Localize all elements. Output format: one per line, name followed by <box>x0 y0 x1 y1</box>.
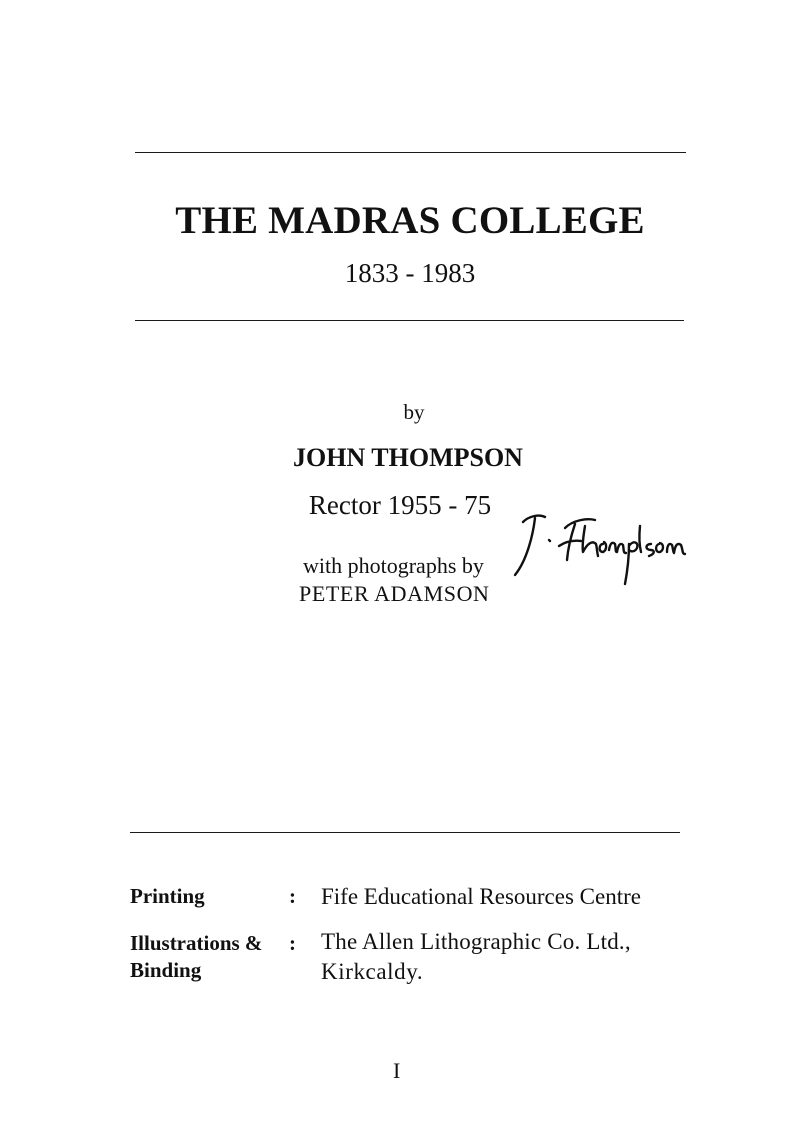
author-name: JOHN THOMPSON <box>293 443 523 472</box>
middle-divider <box>135 320 684 321</box>
credit-value-illustrations: The Allen Lithographic Co. Ltd., <box>321 929 631 954</box>
author-signature <box>505 490 695 590</box>
credit-label-illustrations: Illustrations & <box>130 931 263 955</box>
credit-value-location: Kirkcaldy. <box>321 959 424 984</box>
author-role: Rector 1955 - 75 <box>308 490 492 520</box>
top-divider <box>135 152 686 153</box>
credit-value-printing: Fife Educational Resources Centre <box>321 884 641 909</box>
by-label: by <box>403 400 425 424</box>
photographs-by-label: with photographs by <box>303 553 484 578</box>
credit-separator: : <box>289 884 296 908</box>
credit-label-binding: Binding <box>130 958 202 982</box>
book-years: 1833 - 1983 <box>344 258 476 288</box>
credit-separator: : <box>289 931 296 955</box>
page-number: I <box>393 1058 401 1083</box>
book-title: THE MADRAS COLLEGE <box>175 199 645 242</box>
bottom-divider <box>130 832 680 833</box>
credit-label-printing: Printing <box>130 884 205 908</box>
photographer-name: PETER ADAMSON <box>299 581 490 606</box>
